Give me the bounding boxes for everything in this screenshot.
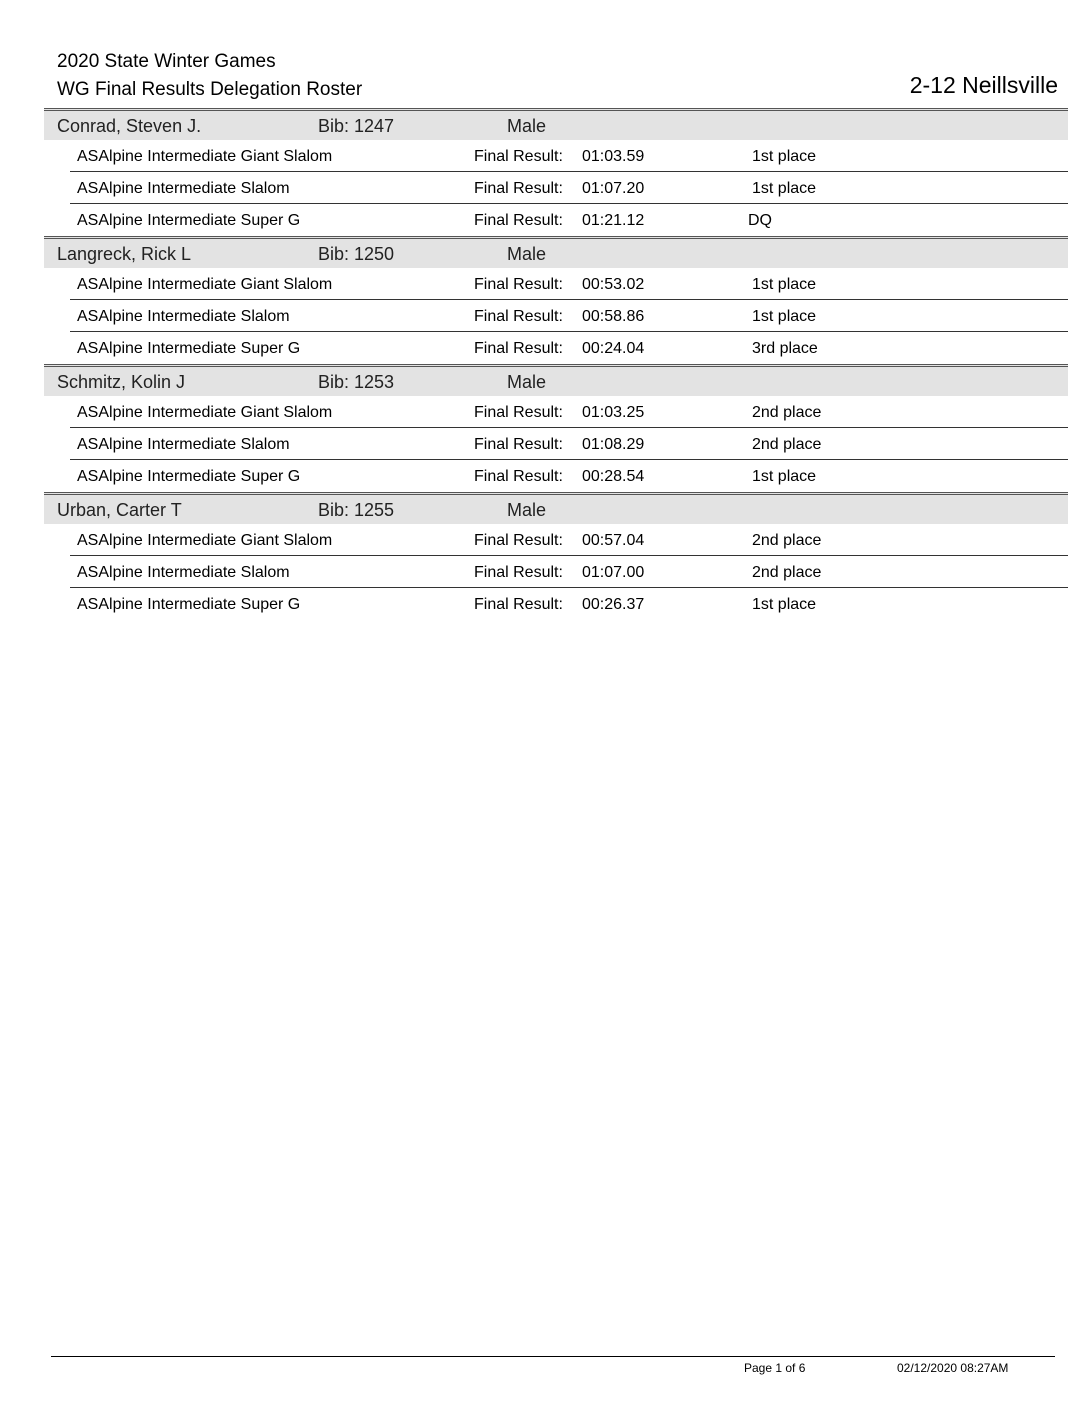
athlete-block bbox=[44, 108, 1068, 236]
final-result-time: 00:53.02 bbox=[582, 276, 645, 293]
print-timestamp: 02/12/2020 08:27AM bbox=[897, 1361, 1009, 1375]
athlete-header bbox=[44, 236, 1068, 268]
final-result-label: Final Result: bbox=[474, 468, 563, 485]
final-result-label: Final Result: bbox=[474, 308, 563, 325]
event-row bbox=[70, 428, 1068, 460]
event-name: ASAlpine Intermediate Giant Slalom bbox=[77, 148, 333, 165]
event-row bbox=[70, 556, 1068, 588]
placement: 2nd place bbox=[752, 436, 822, 453]
final-result-label: Final Result: bbox=[474, 404, 563, 421]
event-row bbox=[70, 300, 1068, 332]
athlete-gender: Male bbox=[507, 372, 547, 392]
athlete-block bbox=[44, 492, 1068, 620]
event-row bbox=[70, 204, 1068, 236]
event-name: ASAlpine Intermediate Slalom bbox=[77, 308, 290, 325]
athlete-bib: Bib: 1250 bbox=[318, 244, 395, 264]
final-result-label: Final Result: bbox=[474, 212, 563, 229]
event-row bbox=[70, 268, 1068, 300]
placement: 1st place bbox=[752, 276, 817, 293]
final-result-time: 00:58.86 bbox=[582, 308, 645, 325]
placement: 2nd place bbox=[752, 564, 822, 581]
athlete-header bbox=[44, 108, 1068, 140]
final-result-time: 01:08.29 bbox=[582, 436, 645, 453]
event-row bbox=[70, 588, 1068, 620]
event-row bbox=[70, 332, 1068, 364]
athlete-bib: Bib: 1253 bbox=[318, 372, 395, 392]
athlete-block bbox=[44, 236, 1068, 364]
placement: 1st place bbox=[752, 308, 817, 325]
event-row bbox=[70, 140, 1068, 172]
event-row bbox=[70, 396, 1068, 428]
final-result-time: 00:57.04 bbox=[582, 532, 645, 549]
athlete-gender: Male bbox=[507, 500, 547, 520]
event-name: ASAlpine Intermediate Super G bbox=[77, 340, 301, 357]
event-name: ASAlpine Intermediate Slalom bbox=[77, 436, 290, 453]
athlete-gender: Male bbox=[507, 244, 547, 264]
final-result-label: Final Result: bbox=[474, 532, 563, 549]
athlete-gender: Male bbox=[507, 116, 547, 136]
event-name: ASAlpine Intermediate Giant Slalom bbox=[77, 276, 333, 293]
placement: 1st place bbox=[752, 468, 817, 485]
event-name: ASAlpine Intermediate Super G bbox=[77, 596, 301, 613]
final-result-time: 01:21.12 bbox=[582, 212, 645, 229]
final-result-label: Final Result: bbox=[474, 596, 563, 613]
report-title: 2020 State Winter Games bbox=[57, 51, 276, 72]
event-name: ASAlpine Intermediate Slalom bbox=[77, 564, 290, 581]
placement: 3rd place bbox=[752, 340, 818, 357]
final-result-label: Final Result: bbox=[474, 340, 563, 357]
final-result-time: 01:03.59 bbox=[582, 148, 645, 165]
event-name: ASAlpine Intermediate Giant Slalom bbox=[77, 404, 333, 421]
final-result-time: 01:07.20 bbox=[582, 180, 645, 197]
placement: 1st place bbox=[752, 596, 817, 613]
athlete-name: Langreck, Rick L bbox=[57, 244, 192, 264]
placement: 1st place bbox=[752, 148, 817, 165]
placement: 2nd place bbox=[752, 532, 822, 549]
final-result-time: 00:26.37 bbox=[582, 596, 645, 613]
final-result-label: Final Result: bbox=[474, 564, 563, 581]
athlete-block bbox=[44, 364, 1068, 492]
event-row bbox=[70, 172, 1068, 204]
page-number: Page 1 of 6 bbox=[744, 1361, 806, 1375]
final-result-label: Final Result: bbox=[474, 180, 563, 197]
placement: 2nd place bbox=[752, 404, 822, 421]
athlete-bib: Bib: 1255 bbox=[318, 500, 395, 520]
athlete-header bbox=[44, 492, 1068, 524]
footer-divider bbox=[51, 1356, 1055, 1357]
event-row bbox=[70, 524, 1068, 556]
final-result-time: 00:24.04 bbox=[582, 340, 645, 357]
final-result-label: Final Result: bbox=[474, 436, 563, 453]
final-result-label: Final Result: bbox=[474, 276, 563, 293]
athlete-name: Conrad, Steven J. bbox=[57, 116, 202, 136]
delegation-roster bbox=[44, 108, 1068, 620]
event-name: ASAlpine Intermediate Slalom bbox=[77, 180, 290, 197]
report-subtitle: WG Final Results Delegation Roster bbox=[57, 79, 363, 100]
final-result-time: 01:03.25 bbox=[582, 404, 645, 421]
event-name: ASAlpine Intermediate Super G bbox=[77, 212, 301, 229]
event-name: ASAlpine Intermediate Super G bbox=[77, 468, 301, 485]
final-result-label: Final Result: bbox=[474, 148, 563, 165]
placement: DQ bbox=[748, 212, 772, 229]
final-result-time: 00:28.54 bbox=[582, 468, 645, 485]
athlete-name: Urban, Carter T bbox=[57, 500, 182, 520]
final-result-time: 01:07.00 bbox=[582, 564, 645, 581]
athlete-header bbox=[44, 364, 1068, 396]
event-name: ASAlpine Intermediate Giant Slalom bbox=[77, 532, 333, 549]
athlete-name: Schmitz, Kolin J bbox=[57, 372, 186, 392]
athlete-bib: Bib: 1247 bbox=[318, 116, 395, 136]
delegation-name: 2-12 Neillsville bbox=[909, 72, 1058, 98]
event-row bbox=[70, 460, 1068, 492]
placement: 1st place bbox=[752, 180, 817, 197]
